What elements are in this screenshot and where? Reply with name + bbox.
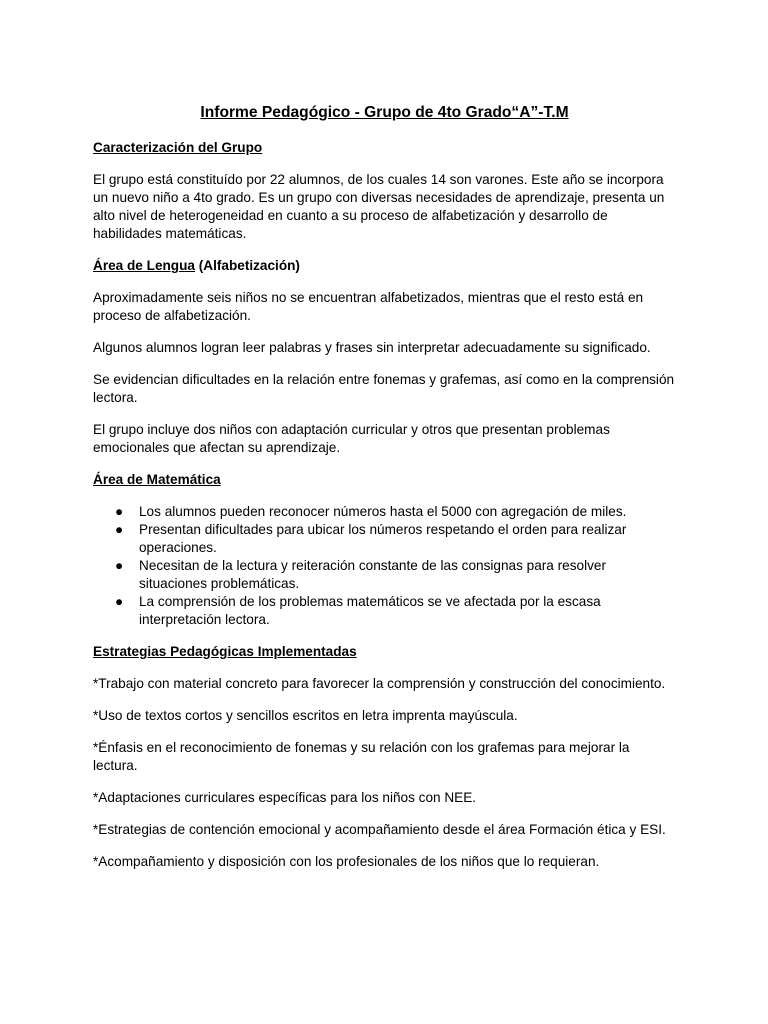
section-heading-estrategias-text: Estrategias Pedagógicas Implementadas <box>93 644 357 659</box>
lengua-paragraph-4: El grupo incluye dos niños con adaptación curricular y otros que presentan problemas emocionales que afectan su aprendizaje. <box>93 422 610 455</box>
matematica-bullet-list <box>93 503 676 629</box>
section-heading-lengua <box>93 257 676 275</box>
list-item-text: Los alumnos pueden reconocer números hasta el 5000 con agregación de miles. <box>139 504 627 519</box>
caracterizacion-paragraph: El grupo está constituído por 22 alumnos, de los cuales 14 son varones. Este año se incorpora un nuevo niño a 4to grado. Es un grupo con diversas necesidades de aprendizaje, presenta un alto nivel de heterogeneidad en cuanto a su proceso de alfabetización y desarrollo de habilidades matemáticas. <box>93 172 665 241</box>
strategy-item-4: *Adaptaciones curriculares específicas para los niños con NEE. <box>93 790 477 805</box>
list-item-text: La comprensión de los problemas matemáticos se ve afectada por la escasa interpretación lectora. <box>139 594 601 627</box>
bullet-icon: ● <box>115 558 124 573</box>
list-item-text: Necesitan de la lectura y reiteración constante de las consignas para resolver situaciones problemáticas. <box>139 558 606 591</box>
lengua-paragraph-2: Algunos alumnos logran leer palabras y frases sin interpretar adecuadamente su significado. <box>93 340 651 355</box>
strategy-item-1: *Trabajo con material concreto para favorecer la comprensión y construcción del conocimiento. <box>93 676 666 691</box>
strategy-item-5: *Estrategias de contención emocional y acompañamiento desde el área Formación ética y ESI. <box>93 822 666 837</box>
strategy-item-6: *Acompañamiento y disposición con los profesionales de los niños que lo requieran. <box>93 854 600 869</box>
list-item <box>93 521 676 557</box>
section-heading-caracterizacion-text: Caracterización del Grupo <box>93 140 263 155</box>
list-item-text: Presentan dificultades para ubicar los números respetando el orden para realizar operaciones. <box>139 522 627 555</box>
bullet-icon: ● <box>115 522 124 537</box>
section-heading-matematica-text: Área de Matemática <box>93 472 221 487</box>
list-item <box>93 593 676 629</box>
list-item <box>93 503 676 521</box>
section-heading-matematica <box>93 471 676 489</box>
section-heading-lengua-rest: (Alfabetización) <box>194 258 300 273</box>
list-item <box>93 557 676 593</box>
strategy-item-2: *Uso de textos cortos y sencillos escritos en letra imprenta mayúscula. <box>93 708 518 723</box>
strategy-item-3: *Énfasis en el reconocimiento de fonemas y su relación con los grafemas para mejorar la lectura. <box>93 740 630 773</box>
section-heading-caracterizacion <box>93 139 676 157</box>
lengua-paragraph-3: Se evidencian dificultades en la relación entre fonemas y grafemas, así como en la comprensión lectora. <box>93 372 675 405</box>
bullet-icon: ● <box>115 504 124 519</box>
bullet-icon: ● <box>115 594 124 609</box>
lengua-paragraph-1: Aproximadamente seis niños no se encuentran alfabetizados, mientras que el resto está en proceso de alfabetización. <box>93 290 644 323</box>
section-heading-estrategias <box>93 643 676 661</box>
document-title: Informe Pedagógico - Grupo de 4to Grado“A”-T.M <box>200 104 569 121</box>
section-heading-lengua-underlined: Área de Lengua <box>93 258 195 273</box>
